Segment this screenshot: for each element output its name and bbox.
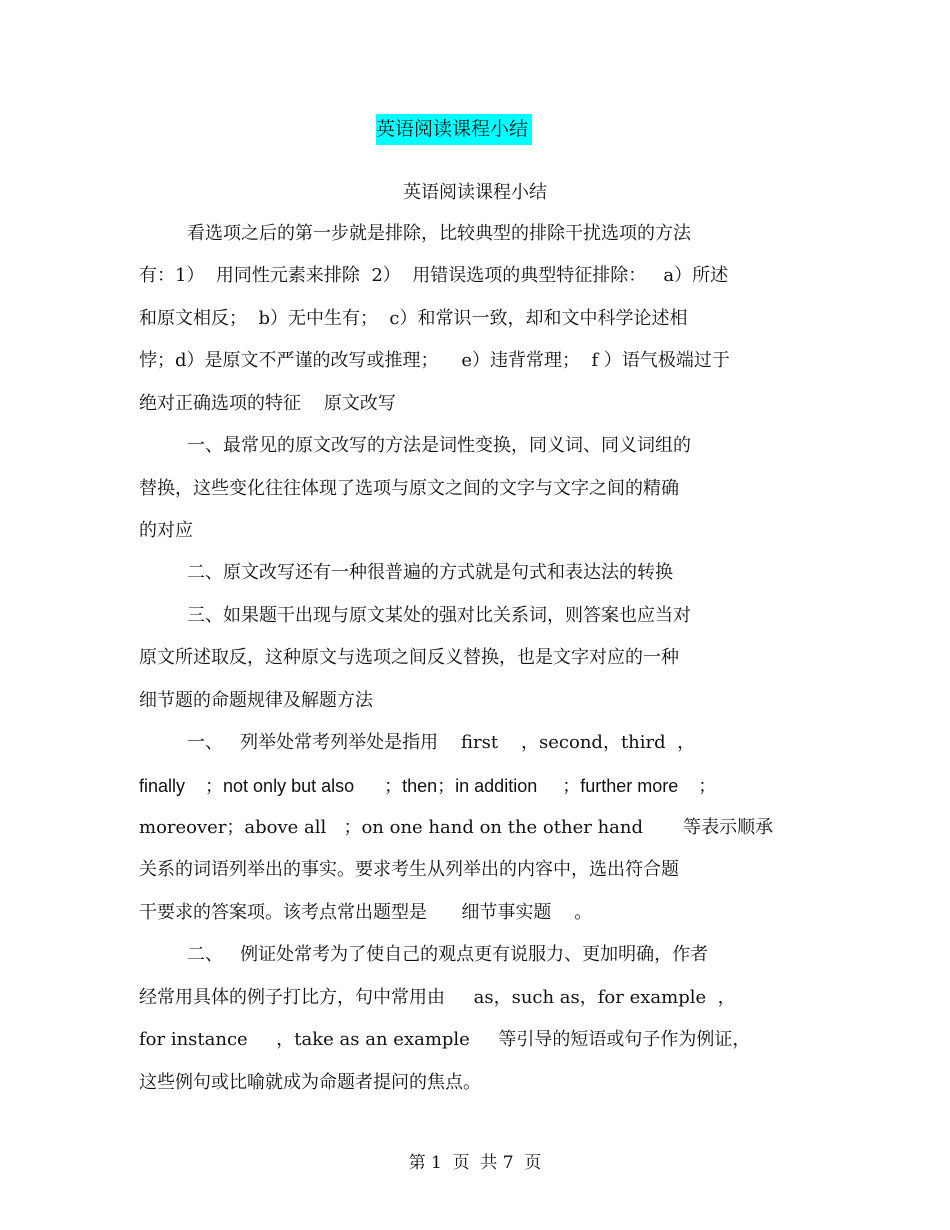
- paragraph-line: moreover；above all ；on one hand on the other hand 等表示顺承: [139, 817, 774, 838]
- paragraph-line: 二、 例证处常考为了使自己的观点更有说服力、更加明确，作者: [187, 944, 709, 965]
- paragraph-line: 绝对正确选项的特征 原文改写: [139, 393, 396, 414]
- paragraph-line: 关系的词语列举出的事实。要求考生从列举出的内容中，选出符合题: [139, 859, 679, 880]
- paragraph-line: 悖；d）是原文不严谨的改写或推理； e）违背常理； f ）语气极端过于: [139, 350, 730, 371]
- paragraph-line: 的对应: [139, 520, 193, 541]
- paragraph-line: 一、 列举处常考列举处是指用 first ，second，third ，: [187, 732, 696, 753]
- page-number-footer: 第 1 页 共 7 页: [408, 1153, 542, 1173]
- paragraph-line: 一、最常见的原文改写的方法是词性变换，同义词、同义词组的: [187, 435, 691, 456]
- paragraph-line: 替换，这些变化往往体现了选项与原文之间的文字与文字之间的精确: [139, 478, 679, 499]
- paragraph-line: for instance ，take as an example 等引导的短语或句子作为例证，: [139, 1029, 751, 1050]
- paragraph-line: 经常用具体的例子打比方，句中常用由 as，such as，for example ，: [139, 987, 736, 1008]
- section-heading-line: 细节题的命题规律及解题方法: [139, 690, 373, 711]
- paragraph-line: finally ；not only but also ；then；in addition ；further more ；: [139, 776, 717, 796]
- paragraph-line: 有：1） 用同性元素来排除 2） 用错误选项的典型特征排除： a）所述: [139, 265, 729, 286]
- paragraph-line: 干要求的答案项。该考点常出题型是 细节事实题 。: [139, 902, 593, 923]
- paragraph-line: 二、原文改写还有一种很普遍的方式就是句式和表达法的转换: [187, 562, 673, 583]
- document-subtitle: 英语阅读课程小结: [403, 182, 547, 203]
- paragraph-line: 和原文相反； b）无中生有； c）和常识一致，却和文中科学论述相: [139, 308, 688, 329]
- paragraph-line: 三、如果题干出现与原文某处的强对比关系词，则答案也应当对: [187, 605, 691, 626]
- paragraph-line: 看选项之后的第一步就是排除，比较典型的排除干扰选项的方法: [187, 223, 691, 244]
- paragraph-line: 这些例句或比喻就成为命题者提问的焦点。: [139, 1072, 481, 1093]
- document-heading: 英语阅读课程小结: [376, 114, 532, 145]
- paragraph-line: 原文所述取反，这种原文与选项之间反义替换，也是文字对应的一种: [139, 647, 679, 668]
